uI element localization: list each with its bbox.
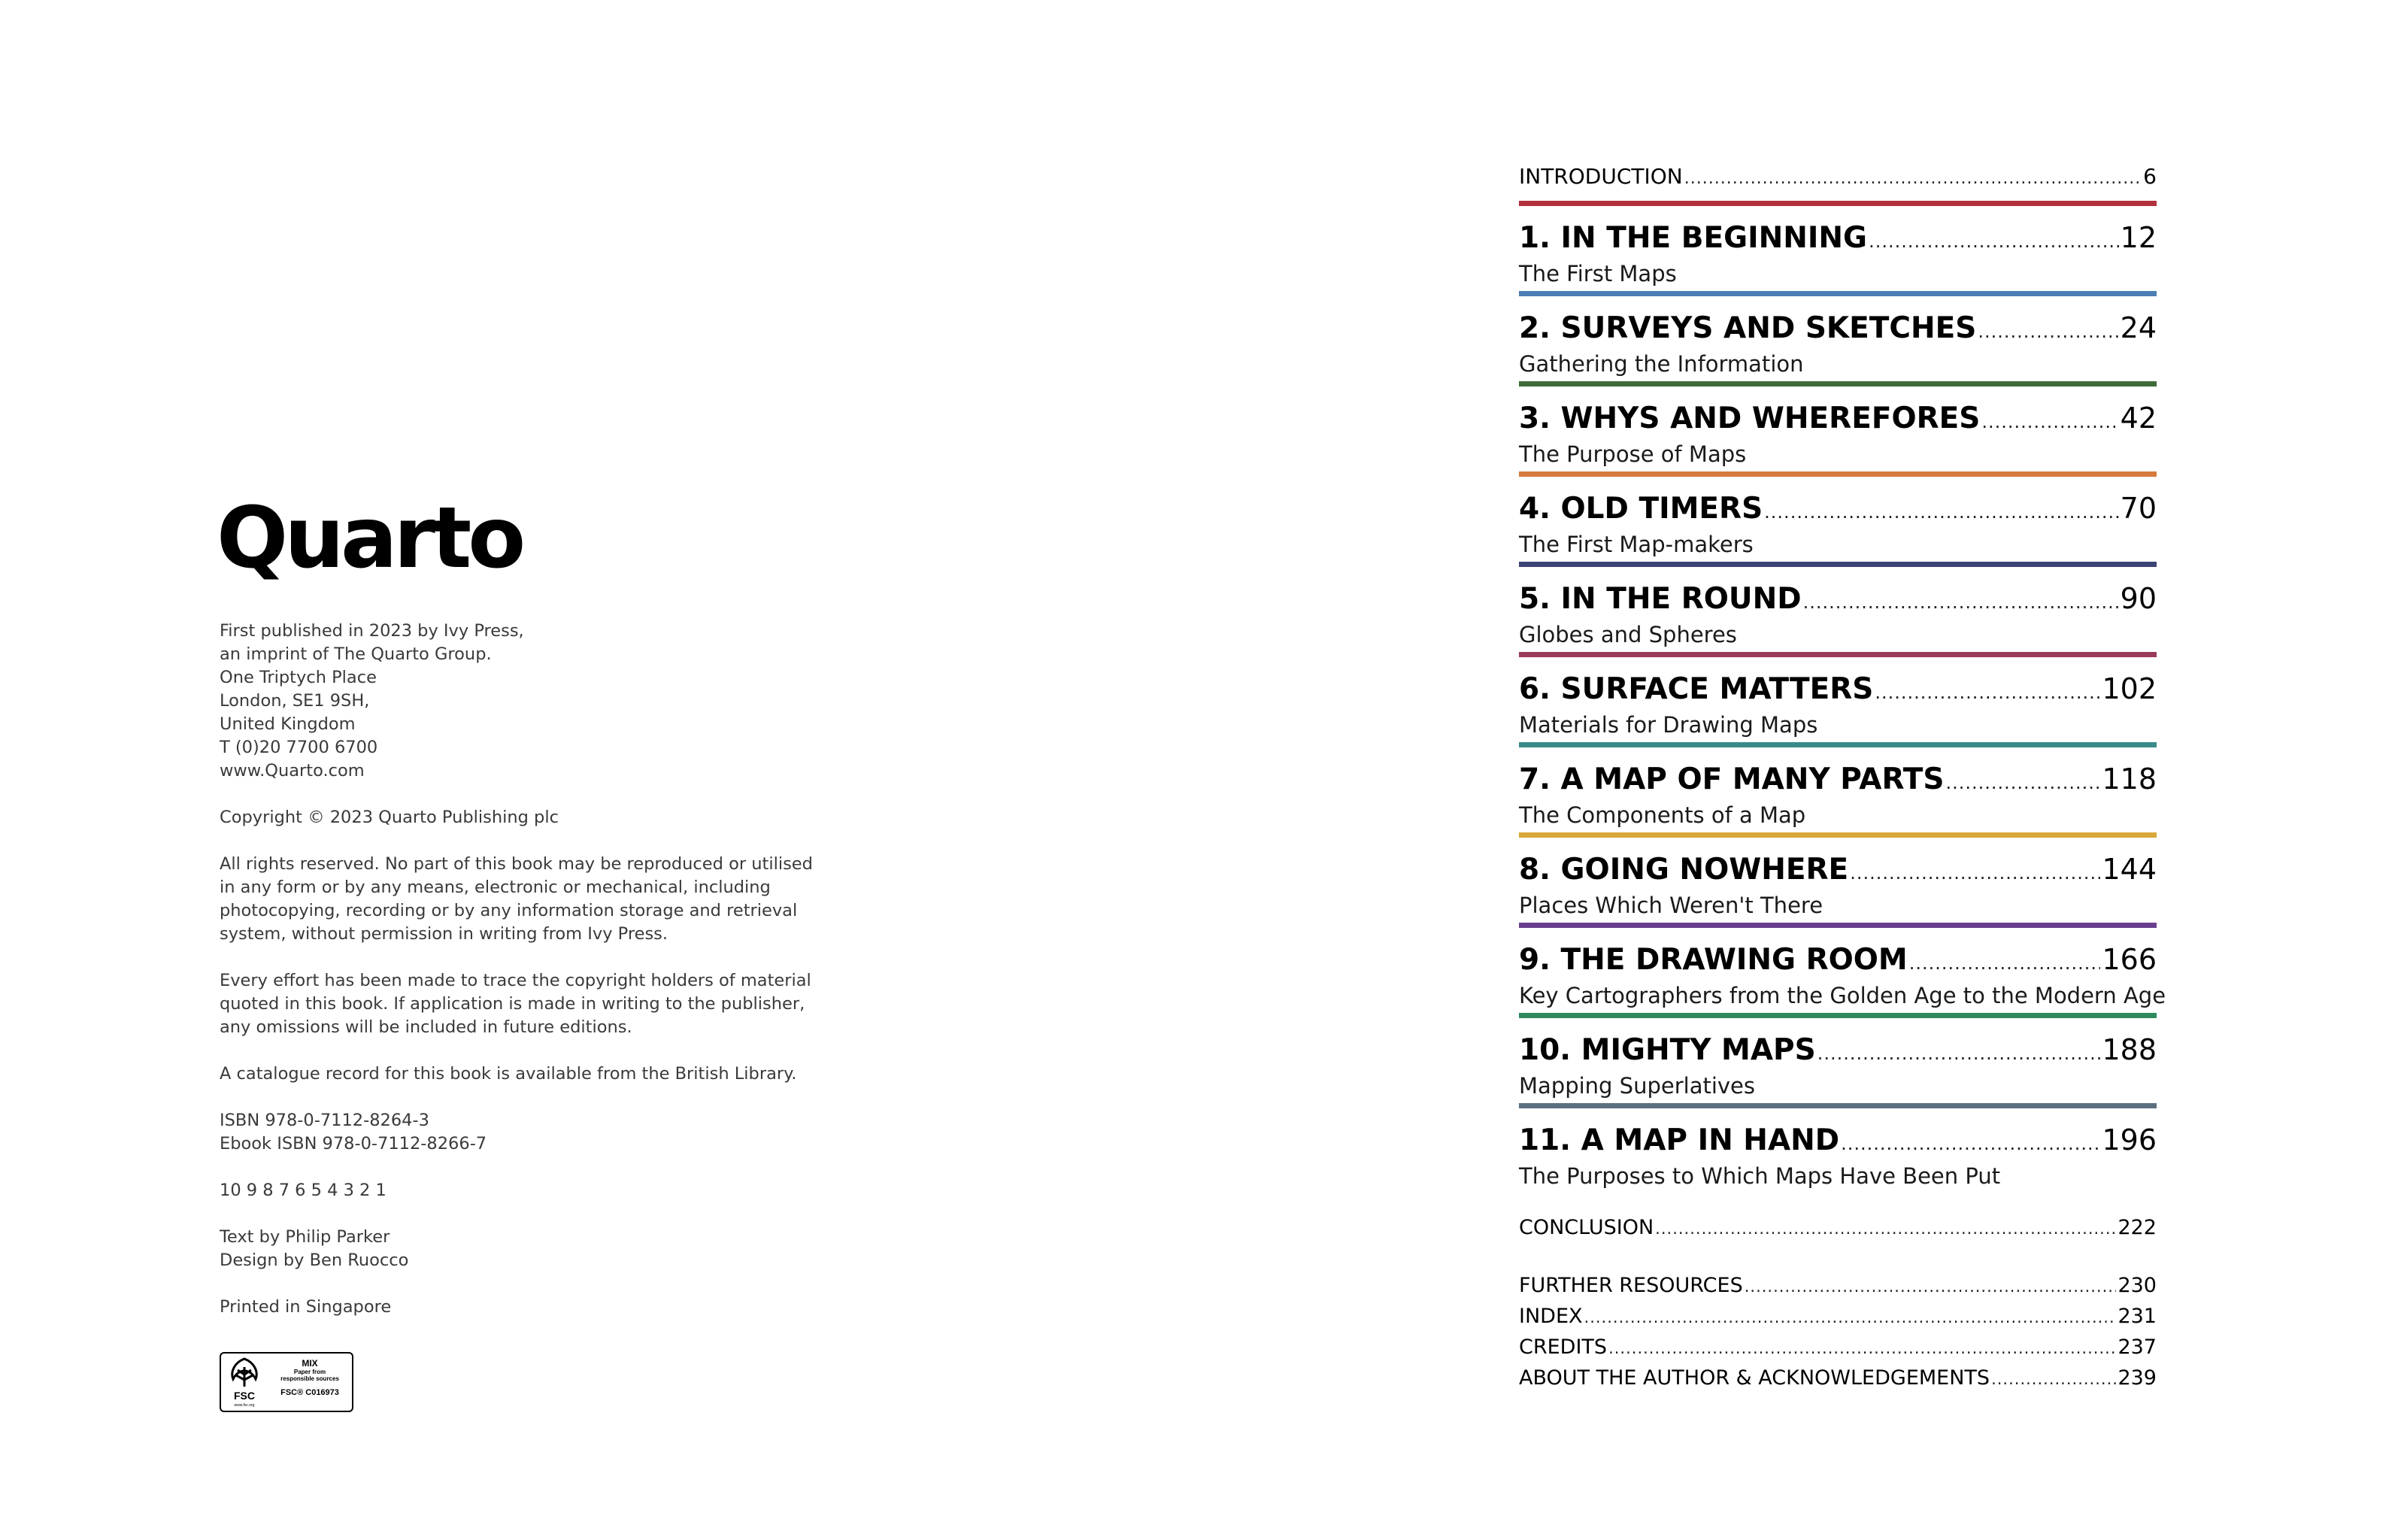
toc-entry-page: 230 xyxy=(2118,1274,2157,1297)
toc-chapters xyxy=(1519,220,2166,1190)
chapter-page: 12 xyxy=(2120,221,2157,254)
imprint-line: Printed in Singapore xyxy=(220,1297,392,1317)
toc-chapter[interactable] xyxy=(1519,1122,2157,1190)
fsc-mix: MIX xyxy=(302,1358,318,1369)
imprint-line: an imprint of The Quarto Group. xyxy=(220,644,492,664)
toc-entry-page: 239 xyxy=(2118,1366,2157,1390)
toc-chapter[interactable] xyxy=(1519,671,2157,747)
color-rule xyxy=(1519,562,2157,567)
dot-leader xyxy=(1875,675,2100,711)
chapter-subtitle: The Components of a Map xyxy=(1519,802,1806,828)
chapter-title: 2. SURVEYS AND SKETCHES xyxy=(1519,311,1977,345)
quarto-logo: Quarto xyxy=(217,490,523,587)
chapter-title: 7. A MAP OF MANY PARTS xyxy=(1519,762,1945,796)
chapter-page: 144 xyxy=(2102,853,2157,886)
color-rule xyxy=(1519,742,2157,747)
toc-chapter[interactable] xyxy=(1519,851,2157,928)
toc-entry-title: INDEX xyxy=(1519,1305,1583,1328)
toc-chapter[interactable] xyxy=(1519,1032,2157,1108)
dot-leader xyxy=(1608,1333,2116,1363)
imprint-line: Copyright © 2023 Quarto Publishing plc xyxy=(220,808,559,827)
chapter-page: 102 xyxy=(2102,672,2157,705)
toc-entry-page: 231 xyxy=(2118,1305,2157,1328)
chapter-page: 70 xyxy=(2120,492,2157,525)
dot-leader xyxy=(1655,1214,2116,1244)
imprint-block xyxy=(220,853,836,946)
dot-leader xyxy=(1745,1272,2117,1302)
imprint-line: A catalogue record for this book is available from the British Library. xyxy=(220,1064,797,1084)
toc-entry-title: CONCLUSION xyxy=(1519,1216,1654,1239)
dot-leader xyxy=(1841,1126,2100,1162)
color-rule xyxy=(1519,381,2157,387)
fsc-logo-url: www.fsc.org xyxy=(234,1403,255,1408)
chapter-subtitle: The First Maps xyxy=(1519,261,1677,286)
toc-entry-title: FURTHER RESOURCES xyxy=(1519,1274,1743,1297)
chapter-subtitle: The Purposes to Which Maps Have Been Put xyxy=(1519,1163,2001,1189)
imprint-line: Text by Philip Parker xyxy=(220,1227,390,1247)
imprint-line: ISBN 978-0-7112-8264-3 xyxy=(220,1111,429,1130)
toc-chapter[interactable] xyxy=(1519,400,2157,477)
toc-chapter[interactable] xyxy=(1519,581,2157,657)
chapter-page: 42 xyxy=(2120,402,2157,435)
dot-leader xyxy=(1869,223,2119,259)
chapter-title: 11. A MAP IN HAND xyxy=(1519,1123,1840,1157)
dot-leader xyxy=(1991,1364,2116,1394)
toc-conclusion[interactable] xyxy=(1519,1213,2157,1244)
toc-entry-page: 6 xyxy=(2143,164,2157,189)
fsc-line-2: responsible sources xyxy=(280,1375,339,1382)
toc-back-matter-entry[interactable] xyxy=(1519,1302,2157,1332)
chapter-subtitle: Materials for Drawing Maps xyxy=(1519,712,1818,738)
toc-back-matter-entry[interactable] xyxy=(1519,1271,2157,1302)
toc-chapter[interactable] xyxy=(1519,310,2157,387)
dot-leader xyxy=(1978,314,2118,350)
imprint-block xyxy=(220,1179,836,1202)
toc-entry-title: INTRODUCTION xyxy=(1519,164,1683,189)
dot-leader xyxy=(1684,164,2142,194)
imprint-block xyxy=(220,806,836,829)
dot-leader xyxy=(1850,855,2100,891)
chapter-page: 166 xyxy=(2102,943,2157,976)
chapter-subtitle: Mapping Superlatives xyxy=(1519,1073,1756,1099)
chapter-page: 24 xyxy=(2120,311,2157,344)
imprint-block xyxy=(220,1063,836,1086)
imprint-line: Every effort has been made to trace the copyright holders of material xyxy=(220,971,811,990)
dot-leader xyxy=(1817,1035,2101,1072)
imprint-line: 10 9 8 7 6 5 4 3 2 1 xyxy=(220,1181,387,1200)
toc-back-matter xyxy=(1519,1271,2157,1394)
chapter-title: 1. IN THE BEGINNING xyxy=(1519,221,1868,255)
fsc-label xyxy=(269,1358,350,1399)
chapter-page: 118 xyxy=(2102,762,2157,796)
imprint-line: One Triptych Place xyxy=(220,668,377,687)
color-rule xyxy=(1519,1013,2157,1018)
dot-leader xyxy=(1584,1302,2117,1332)
imprint-line: any omissions will be included in future editions. xyxy=(220,1017,632,1037)
imprint-line: T (0)20 7700 6700 xyxy=(220,738,378,757)
imprint-page xyxy=(217,490,836,1342)
chapter-subtitle: The Purpose of Maps xyxy=(1519,441,1747,467)
fsc-badge xyxy=(220,1352,353,1412)
toc-entry-page: 222 xyxy=(2118,1216,2157,1239)
fsc-line-1: Paper from xyxy=(293,1369,326,1375)
chapter-title: 9. THE DRAWING ROOM xyxy=(1519,943,1908,977)
imprint-line: quoted in this book. If application is made in writing to the publisher, xyxy=(220,994,805,1014)
table-of-contents xyxy=(1519,162,2166,1394)
dot-leader xyxy=(1764,494,2118,530)
toc-entry-title: CREDITS xyxy=(1519,1335,1608,1359)
fsc-tree-icon xyxy=(226,1357,263,1408)
chapter-page: 196 xyxy=(2102,1123,2157,1157)
chapter-title: 10. MIGHTY MAPS xyxy=(1519,1033,1816,1067)
imprint-line: United Kingdom xyxy=(220,714,356,734)
imprint-line: All rights reserved. No part of this book may be reproduced or utilised xyxy=(220,854,813,874)
imprint-line: www.Quarto.com xyxy=(220,761,365,781)
imprint-line: Ebook ISBN 978-0-7112-8266-7 xyxy=(220,1134,487,1153)
dot-leader xyxy=(1803,584,2119,620)
imprint-line: in any form or by any means, electronic or mechanical, including xyxy=(220,878,771,897)
color-rule xyxy=(1519,471,2157,477)
color-rule xyxy=(1519,923,2157,928)
imprint-line: system, without permission in writing from Ivy Press. xyxy=(220,924,668,944)
fsc-logo-text: FSC xyxy=(234,1390,255,1402)
color-rule xyxy=(1519,201,2157,206)
imprint-line: photocopying, recording or by any information storage and retrieval xyxy=(220,901,798,920)
chapter-title: 8. GOING NOWHERE xyxy=(1519,853,1849,887)
chapter-subtitle: The First Map-makers xyxy=(1519,532,1754,557)
chapter-title: 4. OLD TIMERS xyxy=(1519,492,1763,526)
color-rule xyxy=(1519,832,2157,838)
imprint-block xyxy=(220,620,836,783)
toc-chapter[interactable] xyxy=(1519,490,2157,567)
color-rule xyxy=(1519,1103,2157,1108)
imprint-line: Design by Ben Ruocco xyxy=(220,1250,409,1270)
imprint-text xyxy=(220,620,836,1319)
dot-leader xyxy=(1909,945,2101,981)
chapter-title: 3. WHYS AND WHEREFORES xyxy=(1519,402,1981,435)
imprint-block xyxy=(220,1109,836,1156)
imprint-block xyxy=(220,1296,836,1319)
dot-leader xyxy=(1945,765,2100,801)
toc-introduction[interactable] xyxy=(1519,162,2157,206)
chapter-title: 5. IN THE ROUND xyxy=(1519,582,1802,616)
color-rule xyxy=(1519,291,2157,296)
toc-entry-title: ABOUT THE AUTHOR & ACKNOWLEDGEMENTS xyxy=(1519,1366,1990,1390)
toc-chapter[interactable] xyxy=(1519,761,2157,838)
toc-chapter[interactable] xyxy=(1519,220,2157,296)
chapter-subtitle: Places Which Weren't There xyxy=(1519,893,1823,918)
chapter-page: 90 xyxy=(2120,582,2157,615)
toc-entry-page: 237 xyxy=(2118,1335,2157,1359)
imprint-line: First published in 2023 by Ivy Press, xyxy=(220,621,524,641)
color-rule xyxy=(1519,652,2157,657)
chapter-title: 6. SURFACE MATTERS xyxy=(1519,672,1874,706)
chapter-subtitle: Gathering the Information xyxy=(1519,351,1804,377)
imprint-line: London, SE1 9SH, xyxy=(220,691,370,711)
fsc-code: FSC® C016973 xyxy=(280,1388,339,1397)
toc-back-matter-entry[interactable] xyxy=(1519,1363,2157,1394)
chapter-subtitle: Globes and Spheres xyxy=(1519,622,1737,647)
chapter-page: 188 xyxy=(2102,1033,2157,1066)
toc-back-matter-entry[interactable] xyxy=(1519,1332,2157,1363)
dot-leader xyxy=(1981,404,2118,440)
imprint-block xyxy=(220,969,836,1039)
chapter-subtitle: Key Cartographers from the Golden Age to the Modern Age xyxy=(1519,983,2166,1008)
imprint-block xyxy=(220,1226,836,1272)
toc-chapter[interactable] xyxy=(1519,941,2166,1018)
